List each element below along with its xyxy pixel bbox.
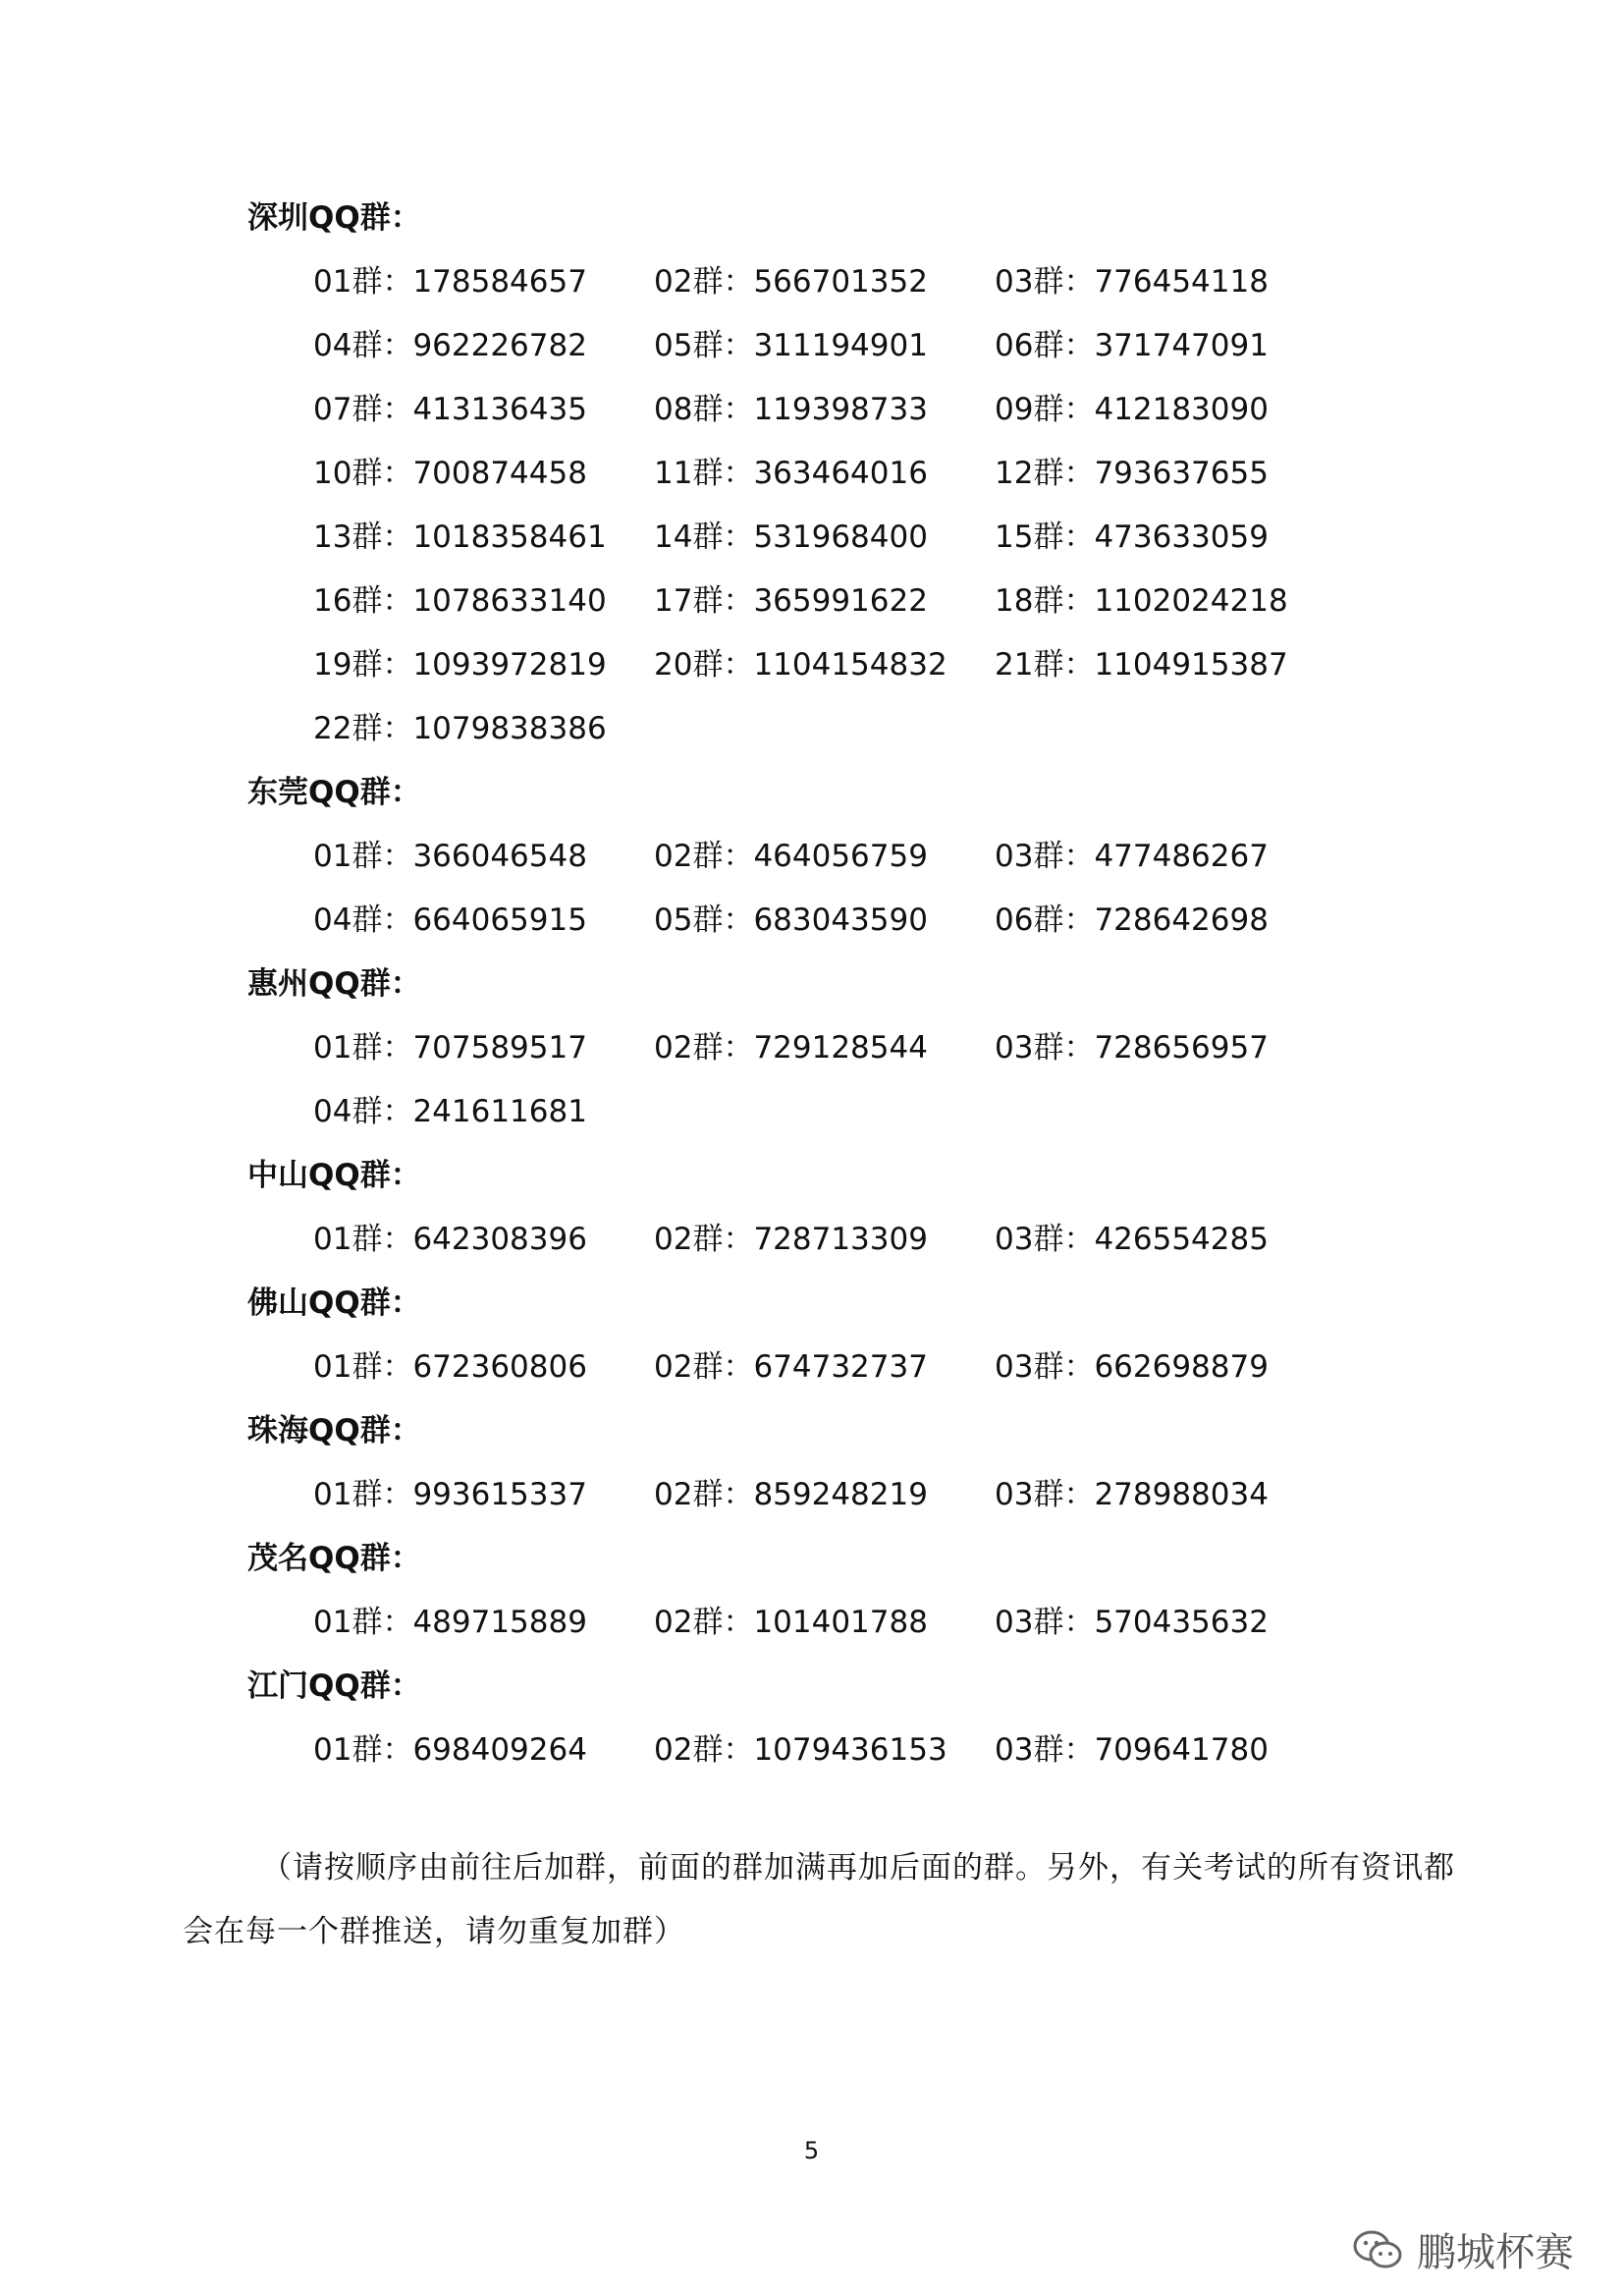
qq-group-entry: 05群：683043590 [654,902,928,938]
group-row [247,889,1465,953]
section-title: 茂名QQ群： [247,1541,421,1576]
qq-group-entry: 07群：413136435 [313,392,587,427]
group-row [247,378,1465,442]
section-title: 珠海QQ群： [247,1413,421,1449]
group-row [247,633,1465,697]
qq-group-entry: 05群：311194901 [654,328,928,363]
qq-group-entry: 03群：662698879 [995,1349,1269,1385]
qq-group-entry: 09群：412183090 [995,392,1269,427]
qq-group-entry: 21群：1104915387 [995,647,1288,683]
group-row [247,697,1465,761]
qq-group-entry: 01群：672360806 [313,1349,587,1385]
group-row [247,1336,1465,1399]
qq-group-entry: 02群：859248219 [654,1477,928,1512]
qq-group-entry: 02群：729128544 [654,1030,928,1066]
qq-group-entry: 16群：1078633140 [313,583,607,619]
qq-group-entry: 15群：473633059 [995,519,1269,555]
qq-group-entry: 06群：371747091 [995,328,1269,363]
qq-group-entry: 11群：363464016 [654,456,928,491]
group-row [247,825,1465,889]
qq-group-entry: 01群：707589517 [313,1030,587,1066]
section-title: 惠州QQ群： [247,966,421,1002]
qq-group-entry: 20群：1104154832 [654,647,947,683]
qq-group-entry: 04群：664065915 [313,902,587,938]
group-row [247,570,1465,633]
qq-group-entry: 02群：464056759 [654,839,928,874]
instruction-note: （请按顺序由前往后加群，前面的群加满再加后面的群。另外，有关考试的所有资讯都会在每一个群推送，请勿重复加群） [183,1850,1455,1949]
qq-group-entry: 01群：642308396 [313,1222,587,1257]
watermark [1352,2221,1574,2277]
qq-group-entry: 02群：566701352 [654,264,928,300]
qq-group-entry: 01群：489715889 [313,1605,587,1640]
qq-group-entry: 08群：119398733 [654,392,928,427]
qq-group-entry: 17群：365991622 [654,583,928,619]
qq-group-entry: 02群：101401788 [654,1605,928,1640]
qq-group-entry: 03群：426554285 [995,1222,1269,1257]
qq-group-entry: 13群：1018358461 [313,519,607,555]
qq-group-entry: 18群：1102024218 [995,583,1288,619]
group-row [247,506,1465,570]
qq-group-entry: 22群：1079838386 [313,711,607,746]
qq-group-entry: 01群：178584657 [313,264,587,300]
qq-group-entry: 02群：674732737 [654,1349,928,1385]
page-number: 5 [803,2137,820,2164]
group-row [247,442,1465,506]
section-title: 中山QQ群： [247,1158,421,1193]
qq-group-entry: 02群：1079436153 [654,1732,947,1768]
qq-group-entry: 03群：776454118 [995,264,1269,300]
watermark-text: 鹏城杯赛 [1417,2230,1574,2275]
qq-group-entry: 14群：531968400 [654,519,928,555]
qq-group-entry: 02群：728713309 [654,1222,928,1257]
group-row [247,250,1465,314]
qq-group-list [247,187,1465,1782]
qq-group-entry: 04群：962226782 [313,328,587,363]
section-title: 深圳QQ群： [247,200,421,236]
qq-group-entry: 03群：570435632 [995,1605,1269,1640]
qq-group-entry: 03群：278988034 [995,1477,1269,1512]
qq-group-entry: 03群：477486267 [995,839,1269,874]
qq-group-entry: 12群：793637655 [995,456,1269,491]
qq-group-entry: 01群：993615337 [313,1477,587,1512]
group-row [247,1208,1465,1272]
group-row [247,314,1465,378]
qq-group-entry: 04群：241611681 [313,1094,587,1129]
group-row [247,1080,1465,1144]
section-title: 江门QQ群： [247,1668,421,1704]
group-row [247,1591,1465,1655]
qq-group-entry: 01群：698409264 [313,1732,587,1768]
qq-group-entry: 03群：728656957 [995,1030,1269,1066]
group-row [247,1016,1465,1080]
group-row [247,1463,1465,1527]
section-title: 佛山QQ群： [247,1285,421,1321]
qq-group-entry: 03群：709641780 [995,1732,1269,1768]
qq-group-entry: 19群：1093972819 [313,647,607,683]
qq-group-entry: 10群：700874458 [313,456,587,491]
qq-group-entry: 06群：728642698 [995,902,1269,938]
wechat-icon [1352,2228,1405,2271]
qq-group-entry: 01群：366046548 [313,839,587,874]
group-row [247,1719,1465,1782]
section-title: 东莞QQ群： [247,775,421,810]
